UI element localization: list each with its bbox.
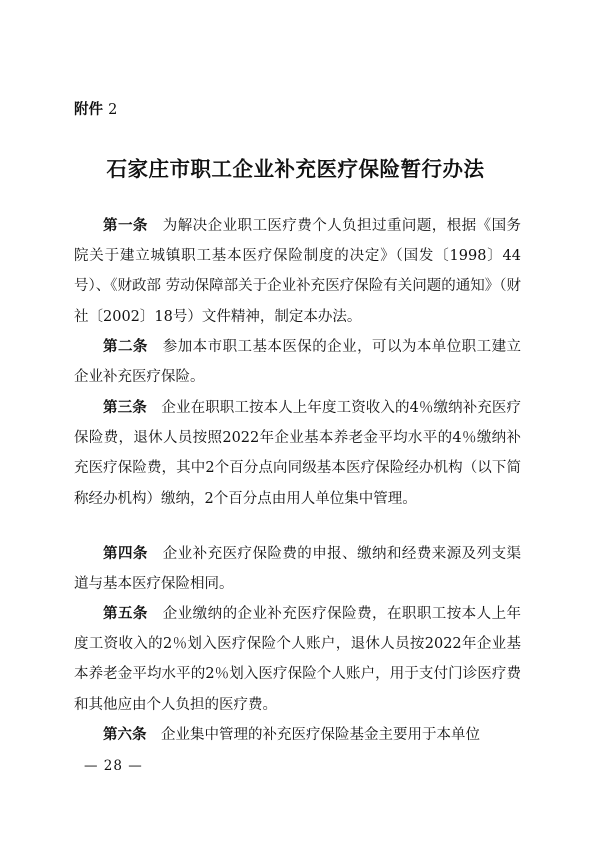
- document-title: 石家庄市职工企业补充医疗保险暂行办法: [106, 157, 485, 181]
- article-1: [74, 211, 521, 332]
- article-text: 企业集中管理的补充医疗保险基金主要用于本单位: [161, 727, 480, 743]
- article-label: 第二条: [103, 338, 148, 355]
- attachment-prefix: 附件: [74, 101, 103, 118]
- article-text: 企业在职职工按本人上年度工资收入的4％缴纳补充医疗保险费，退休人员按照2022年企业基本养老金平均水平的4％缴纳补充医疗保险费，其中2个百分点向同级基本医疗保险经办机构（以下简称经办机构）缴纳，2个百分点由用人单位集中管理。: [74, 400, 521, 507]
- article-text: 为解决企业职工医疗费个人负担过重问题，根据《国务院关于建立城镇职工基本医疗保险制度的决定》（国发〔1998〕44号）、《财政部 劳动保障部关于企业补充医疗保险有关问题的通知》（财社〔2002〕18号）文件精神，制定本办法。: [74, 218, 522, 325]
- article-text: 企业补充医疗保险费的申报、缴纳和经费来源及列支渠道与基本医疗保险相同。: [74, 546, 522, 593]
- article-label: 第五条: [103, 605, 148, 622]
- attachment-number: 2: [108, 102, 118, 118]
- article-label: 第四条: [103, 545, 148, 562]
- article-3: [74, 393, 521, 514]
- article-label: 第一条: [103, 217, 148, 234]
- page-number: — 28 —: [84, 758, 143, 774]
- article-text: 企业缴纳的企业补充医疗保险费，在职职工按本人上年度工资收入的2％划入医疗保险个人账户，退休人员按2022年企业基本养老金平均水平的2％划入医疗保险个人账户，用于支付门诊医疗费和其他应由个人负担的医疗费。: [74, 606, 522, 713]
- article-label: 第三条: [103, 399, 147, 416]
- attachment-label: [74, 98, 117, 119]
- article-label: 第六条: [103, 726, 147, 743]
- article-4: [74, 539, 521, 599]
- article-6: [74, 720, 521, 750]
- article-2: [74, 332, 521, 392]
- article-text: 参加本市职工基本医保的企业，可以为本单位职工建立企业补充医疗保险。: [74, 339, 522, 386]
- article-5: [74, 599, 521, 720]
